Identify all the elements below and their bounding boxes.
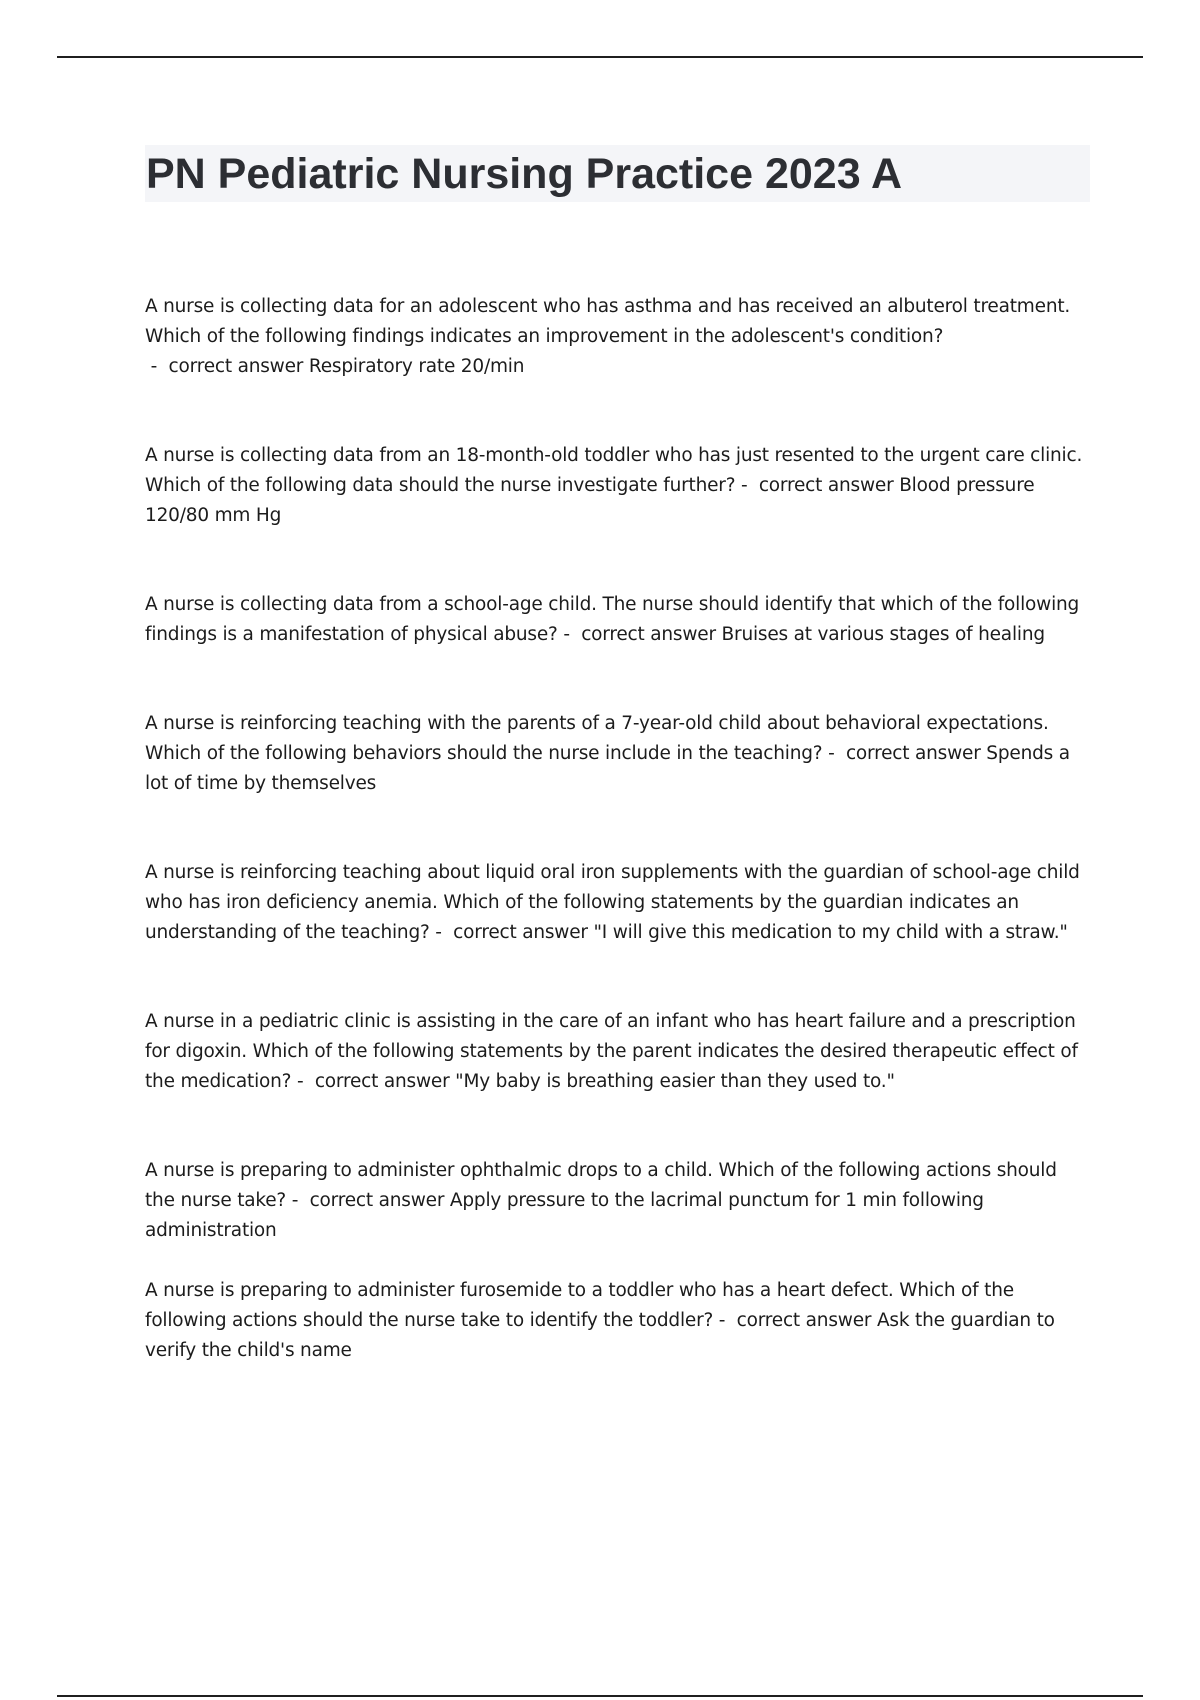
answer-prefix: - correct answer — [291, 1071, 456, 1092]
answer-prefix: - correct answer — [822, 743, 987, 764]
question-text: A nurse is reinforcing teaching with the parents of a 7-year-old child about behavioral expectations. Which of the following behaviors should the nurse include in the teaching? — [145, 713, 1049, 764]
answer-text: "I will give this medication to my child with a straw." — [593, 922, 1068, 943]
qa-item-2 — [145, 441, 1090, 531]
qa-item-8 — [145, 1276, 1090, 1366]
answer-prefix: - correct answer — [145, 356, 309, 377]
answer-text: Spends a lot of time by themselves — [145, 743, 1070, 794]
footer-divider — [57, 1695, 1143, 1697]
question-text: A nurse is preparing to administer furosemide to a toddler who has a heart defect. Which of the following actions should the nurse take to identify the toddler? — [145, 1280, 1014, 1331]
question-text: A nurse is collecting data from an 18-month-old toddler who has just resented to the urgent care clinic. Which of the following data should the nurse investigate further? — [145, 445, 1083, 496]
answer-prefix: - correct answer — [557, 624, 722, 645]
answer-prefix: - correct answer — [735, 475, 900, 496]
qa-item-6 — [145, 1007, 1090, 1097]
qa-item-1 — [145, 292, 1090, 382]
header-divider — [57, 56, 1143, 58]
answer-text: Blood pressure 120/80 mm Hg — [145, 475, 1035, 526]
answer-text: Respiratory rate 20/min — [308, 356, 525, 377]
answer-text: Apply pressure to the lacrimal punctum for 1 min following administration — [145, 1190, 984, 1241]
question-text: A nurse is reinforcing teaching about liquid oral iron supplements with the guardian of school-age child who has iron deficiency anemia. Which of the following statements by the guardian indicates an understanding of the teaching? — [145, 862, 1080, 943]
question-text: A nurse is collecting data from a school-age child. The nurse should identify that which of the following findings is a manifestation of physical abuse? — [145, 594, 1080, 645]
qa-item-5 — [145, 858, 1090, 948]
answer-text: Bruises at various stages of healing — [721, 624, 1045, 645]
answer-text: Ask the guardian to verify the child's name — [145, 1310, 1055, 1361]
qa-item-4 — [145, 709, 1090, 799]
question-text: A nurse in a pediatric clinic is assisting in the care of an infant who has heart failure and a prescription for digoxin. Which of the following statements by the parent indicates the desired therapeutic effect of the medication? — [145, 1011, 1078, 1092]
qa-item-3 — [145, 590, 1090, 650]
answer-text: "My baby is breathing easier than they used to." — [455, 1071, 895, 1092]
question-text: A nurse is collecting data for an adolescent who has asthma and has received an albuterol treatment. Which of the following findings indicates an improvement in the adolescent's condition? — [145, 296, 1071, 347]
question-text: A nurse is preparing to administer ophthalmic drops to a child. Which of the following actions should the nurse take? — [145, 1160, 1057, 1211]
answer-prefix: - correct answer — [713, 1310, 877, 1331]
answer-prefix: - correct answer — [429, 922, 594, 943]
answer-prefix: - correct answer — [286, 1190, 450, 1211]
page-title: PN Pediatric Nursing Practice 2023 A — [146, 150, 903, 198]
qa-item-7 — [145, 1156, 1090, 1246]
